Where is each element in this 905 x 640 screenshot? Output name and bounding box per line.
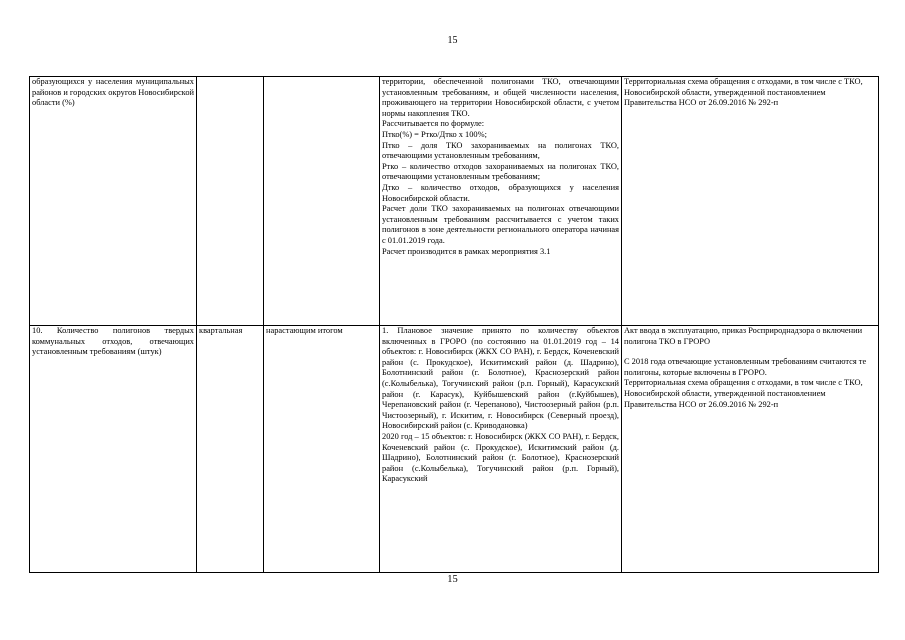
indicators-table — [29, 76, 879, 573]
method-text: Дтко – количество отходов, образующихся у населения Новосибирской области. — [382, 182, 619, 203]
method-text: Расчет производится в рамках мероприятия 3.1 — [382, 246, 551, 256]
method-cell — [380, 326, 622, 573]
page-number-top: 15 — [447, 35, 458, 46]
source-cell — [622, 77, 879, 326]
source-text: Акт ввода в эксплуатацию, приказ Росприроднадзора о включении полигона ТКО в ГРОРО — [624, 326, 863, 346]
page-number-bottom: 15 — [447, 574, 458, 585]
method-text: территории, обеспеченной полигонами ТКО, отвечающими установленным требованиям, и общей численности населения, проживающего на территории Новосибирской области, с учетом нормы накопления ТКО. — [382, 77, 619, 118]
source-text: С 2018 года отвечающие установленным требованиям считаются те полигоны, которые включены в ГРОРО. — [624, 357, 867, 377]
accumulation-cell — [264, 77, 380, 326]
indicator-cell: 10. Количество полигонов твердых коммунальных отходов, отвечающих установленным требованиям (штук) — [30, 326, 197, 573]
indicator-cell: образующихся у населения муниципальных районов и городских округов Новосибирской области (%) — [30, 77, 197, 326]
formula-text: Птко(%) = Ртко/Дтко х 100%; — [382, 129, 487, 139]
method-cell — [380, 77, 622, 326]
method-text: Птко – доля ТКО захораниваемых на полигонах ТКО, отвечающими установленным требованиям, — [382, 140, 619, 161]
method-text: Ртко – количество отходов захораниваемых на полигонах ТКО, отвечающими установленным требованиям; — [382, 161, 619, 182]
table-row — [30, 326, 879, 573]
method-text: 1. Плановое значение принято по количеству объектов включенных в ГРОРО (по состоянию на 01.01.2019 год – 14 объектов: г. Новосибирск (ЖКХ СО РАН), г. Бердск, Коченевский район (с. Прокудское), Искитимский район (д. Шадрино), Болотнинский район (г. Болотное), Краснозерский район (с.Колыбелька), Тогучинский район (р.п. Горный), Карасукский район (г. Карасук), Куйбышевский район (г.Куйбышев), Черепановский район (г. Черепаново), Чистоозерный район (р.п. Чистоозерный), г. Искитим, г. Новосибирск (Северный проезд), Новосибирский район (с. Криводановка) — [382, 326, 619, 431]
method-text: 2020 год – 15 объектов: г. Новосибирск (ЖКХ СО РАН), г. Бердск, Коченевский район (с. Прокудское), Искитимский район (д. Шадрино), Болотнинский район (г. Болотное), Краснозерский район (с.Колыбелька), Тогучинский район (р.п. Горный), Карасукский — [382, 431, 619, 484]
accumulation-cell: нарастающим итогом — [264, 326, 380, 573]
method-text: Расчет доли ТКО захораниваемых на полигонах отвечающими установленным требованиям рассчитывается с учетом таких полигонов в зоне деятельности регионального оператора начиная с 01.01.2019 года. — [382, 204, 619, 245]
table-row — [30, 77, 879, 326]
source-cell — [622, 326, 879, 573]
source-text: Территориальная схема обращения с отходами, в том числе с ТКО, Новосибирской области, утвержденной постановлением Правительства НСО от 26.09.2016 № 292-п — [624, 378, 863, 409]
source-text: Территориальная схема обращения с отходами, в том числе с ТКО, Новосибирской области, утвержденной постановлением Правительства НСО от 26.09.2016 № 292-п — [624, 77, 863, 108]
method-text: Рассчитывается по формуле: — [382, 119, 485, 129]
periodicity-cell — [197, 77, 264, 326]
periodicity-cell: квартальная — [197, 326, 264, 573]
